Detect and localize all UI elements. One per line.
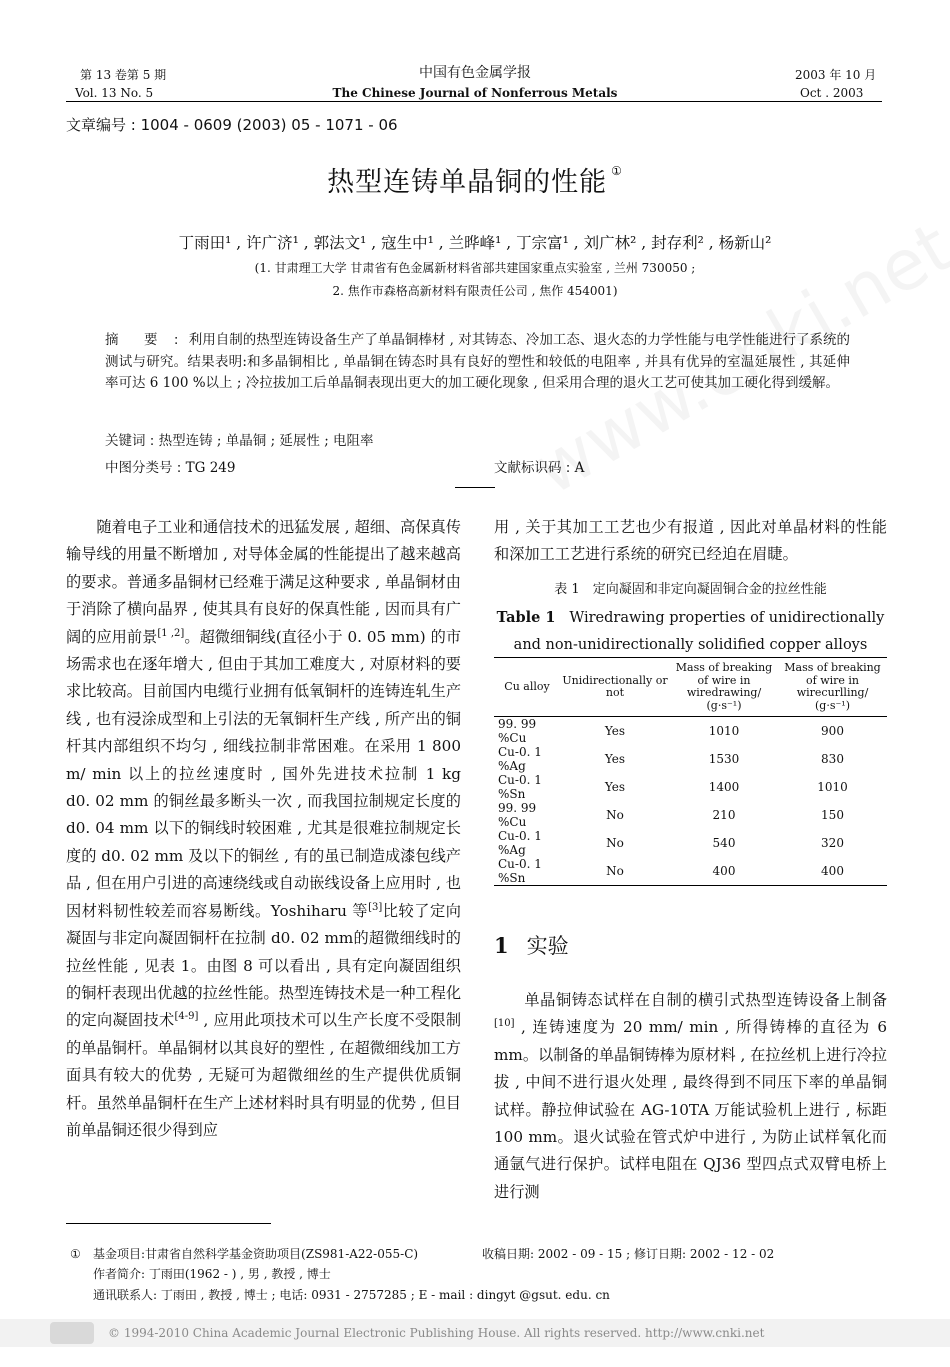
table-cell: 99. 99 %Cu — [498, 801, 537, 829]
intro-text-b: 。超微细铜线(直径小于 0. 05 mm) 的市场需求也在逐年增大 , 但由于其加工难度大 , 对原材料的要求比较高。目前国内电缆行业拥有低氧铜杆的连铸连轧生产线 , 也有浸涂成型和上引法的无氧铜杆生产线 , 所产出的铜杆其内部组织不均匀 , 细线拉制非常困难。在采用 1 800 m/ min 以上的拉丝速度时 , 国外先进技术拉制 1 kg d0. 02 mm 的铜丝最多断头一次 , 而我国拉制规定长度的 d0. 04 mm 以下的铜线时较困难 , 尤其是很难拉制规定长度的 d0. 02 mm 及以下的铜丝 , 有的虽已制造成漆包线产品 , 但在用户引进的高速绕线或自动嵌线设备上应用时 , 也因材料韧性较差而容易断线。Yoshiharu 等 — [66, 627, 482, 920]
table-cell: 1530 — [708, 752, 740, 766]
table-cell: 540 — [712, 836, 736, 850]
clc-text: TG 249 — [185, 460, 236, 476]
citation-1-2: [1 ,2] — [157, 627, 185, 639]
keywords-label: 关键词 : — [105, 433, 155, 449]
table-caption-cn: 表 1 定向凝固和非定向凝固铜合金的拉丝性能 — [554, 582, 827, 597]
section-number: 1 — [494, 933, 509, 958]
table-header: Cu alloy — [504, 679, 550, 693]
abstract-label: 摘 要 : — [105, 332, 185, 348]
intro-paragraph — [66, 514, 482, 1144]
table-row — [494, 717, 887, 746]
wiredrawing-table — [494, 657, 887, 886]
table-header-row — [494, 658, 887, 717]
table-cell: 830 — [821, 752, 844, 766]
footnote-rule — [66, 1223, 271, 1224]
section-heading — [494, 930, 569, 960]
date-cn: 2003 年 10 月 — [795, 68, 877, 82]
table-cell: Yes — [604, 752, 626, 766]
clc-label: 中图分类号 : — [105, 460, 182, 476]
citation-3: [3] — [368, 901, 383, 913]
paper-title — [0, 160, 950, 199]
section-title: 实验 — [526, 934, 569, 958]
table-cell: Yes — [604, 780, 626, 794]
copyright-notice: © 1994-2010 China Academic Journal Electronic Publishing House. All rights reserved. http://www.cnki.net — [108, 1326, 765, 1340]
table-cell: 1400 — [708, 780, 740, 794]
experiment-paragraph — [494, 987, 887, 1206]
table-cell: No — [606, 864, 624, 878]
section-1-body — [494, 987, 887, 1206]
experiment-text-a: 单晶铜铸态试样在自制的横引式热型连铸设备上制备 — [524, 991, 887, 1009]
table-cell: 320 — [821, 836, 844, 850]
footnote-contact: 通讯联系人: 丁雨田 , 教授 , 博士 ; 电话: 0931 - 2757285 ; E - mail : dingyt @gsut. edu. cn — [93, 1288, 610, 1302]
doc-code-text: A — [574, 460, 585, 476]
journal-cn: 中国有色金属学报 — [419, 65, 531, 81]
date-en: Oct . 2003 — [800, 86, 864, 100]
keywords — [105, 429, 374, 449]
intro-text-c: 比较了定向凝固与非定向凝固铜杆在拉制 d0. 02 mm的超微细线时的拉丝性能 , 见表 1。由图 8 可以看出 , 具有定向凝固组织的铜杆表现出优越的拉丝性能。热型连铸技术是一种工程化的定向凝固技术 — [66, 901, 461, 1030]
title-note: ① — [611, 164, 623, 178]
table-cell: Cu-0. 1 %Sn — [498, 857, 542, 885]
clc-number — [105, 456, 236, 476]
issue-en: Vol. 13 No. 5 — [75, 86, 154, 100]
table-cell: 1010 — [817, 780, 848, 794]
table-row — [494, 801, 887, 829]
doc-code-label: 文献标识码 : — [494, 460, 571, 476]
table-cell: No — [606, 808, 624, 822]
affiliation-1: (1. 甘肃理工大学 甘肃省有色金属新材料省部共建国家重点实验室 , 兰州 730050 ; — [254, 261, 696, 275]
table-header: Unidirectionally or not — [562, 673, 668, 699]
table-row — [494, 829, 887, 857]
affiliation-2: 2. 焦作市森格高新材料有限责任公司 , 焦作 454001) — [332, 284, 618, 298]
authors: 丁雨田¹ , 许广济¹ , 郭法文¹ , 寇生中¹ , 兰晔峰¹ , 丁宗富¹ , 刘广林² , 封存利² , 杨新山² — [178, 234, 772, 252]
citation-10: [10] — [494, 1018, 515, 1030]
body-right-column-top — [494, 514, 887, 569]
footnote-fund: 基金项目:甘肃省自然科学基金资助项目(ZS981-A22-055-C) — [93, 1247, 419, 1261]
footnote-received: 收稿日期: 2002 - 09 - 15 ; 修订日期: 2002 - 12 - 02 — [482, 1247, 775, 1261]
table-cell: 900 — [821, 724, 844, 738]
table-cell: 1010 — [708, 724, 740, 738]
table-cell: 150 — [821, 808, 844, 822]
header-rule — [66, 101, 882, 102]
intro-text-d: , 应用此项技术可以生产长度不受限制的单晶铜杆。单晶铜材以其良好的塑性 , 在超微细线加工方面具有较大的优势 , 无疑可为超微细丝的生产提供优质铜杆。虽然单晶铜杆在生产上述材料时具有明显的优势 , 但目前单晶铜还很少得到应 — [66, 1011, 462, 1139]
intro-text-a: 随着电子工业和通信技术的迅猛发展 , 超细、高保真传输导线的用量不断增加 , 对导体金属的性能提出了越来越高的要求。普通多晶铜材已经难于满足这种要求 , 单晶铜材由于消除了横向晶界 , 使其具有良好的保真性能 , 因而具有广阔的应用前景 — [66, 518, 461, 646]
issue-cn: 第 13 卷第 5 期 — [80, 68, 167, 82]
table-cell: Cu-0. 1 %Ag — [498, 745, 542, 773]
footnote-bio: 作者简介: 丁雨田(1962 - ) , 男 , 教授 , 博士 — [93, 1267, 331, 1281]
table-cell: 400 — [712, 864, 736, 878]
table-row — [494, 773, 887, 801]
journal-en: The Chinese Journal of Nonferrous Metals — [332, 86, 618, 100]
intro-continuation: 用 , 关于其加工工艺也少有报道 , 因此对单晶材料的性能和深加工工艺进行系统的研究已经迫在眉睫。 — [494, 518, 887, 564]
table-cell: 99. 99 %Cu — [498, 717, 537, 745]
table-row — [494, 745, 887, 773]
table-cell: No — [606, 836, 624, 850]
table-cell: Cu-0. 1 %Ag — [498, 829, 542, 857]
body-left-column — [66, 514, 482, 1144]
cnki-logo-icon — [50, 1322, 94, 1344]
table-header: Mass of breaking of wire in wiredrawing/ (g·s⁻¹) — [675, 661, 773, 712]
keywords-text: 热型连铸 ; 单晶铜 ; 延展性 ; 电阻率 — [158, 433, 374, 449]
table-cell: 210 — [712, 808, 736, 822]
abstract-divider — [455, 487, 495, 488]
table-cell: Cu-0. 1 %Sn — [498, 773, 542, 801]
table-cell: 400 — [821, 864, 844, 878]
table-caption-label: Table 1 — [496, 609, 556, 626]
table-caption-en — [494, 604, 887, 659]
table-header: Mass of breaking of wire in wirecurlling/ (g·s⁻¹) — [784, 661, 881, 712]
article-number: 文章编号 : 1004 - 0609 (2003) 05 - 1071 - 06 — [66, 116, 398, 134]
citation-4-9: [4-9] — [174, 1011, 199, 1023]
table-row — [494, 857, 887, 886]
footnote-marker: ① — [70, 1247, 81, 1261]
experiment-text-b: , 连铸速度为 20 mm/ min , 所得铸棒的直径为 6 mm。以制备的单晶铜铸棒为原材料 , 在拉丝机上进行冷拉拔 , 中间不进行退火处理 , 最终得到不同压下率的单晶铜试样。静拉伸试验在 AG-10TA 万能试验机上进行 , 标距 100 mm。退火试验在管式炉中进行 , 为防止试样氧化而通氩气进行保护。试样电阻在 QJ36 型四点式双臂电桥上进行测 — [494, 1018, 887, 1201]
abstract-text: 利用自制的热型连铸设备生产了单晶铜棒材 , 对其铸态、冷加工态、退火态的力学性能与电学性能进行了系统的测试与研究。结果表明:和多晶铜相比 , 单晶铜在铸态时具有良好的塑性和较低的电阻率 , 并具有优异的室温延展性 , 其延伸率可达 6 100 %以上 ; 冷拉拔加工后单晶铜表现出更大的加工硬化现象 , 但采用合理的退火工艺可使其加工硬化得到缓解。 — [105, 332, 851, 391]
table-cell: Yes — [604, 724, 626, 738]
title-text: 热型连铸单晶铜的性能 — [327, 167, 608, 198]
table-caption-text: Wiredrawing properties of unidirectionally and non-unidirectionally solidified copper alloys — [513, 610, 885, 653]
